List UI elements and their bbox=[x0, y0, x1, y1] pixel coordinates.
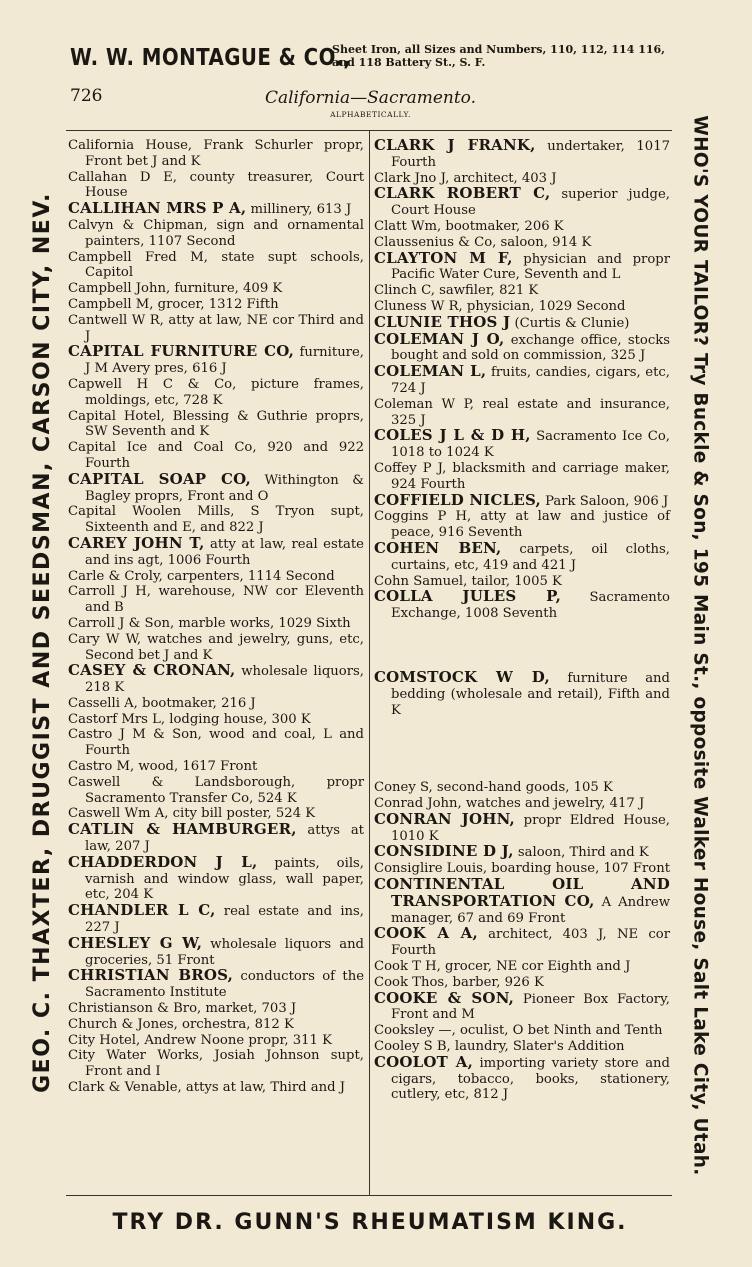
entry-text: architect, 403 J, NE cor Fourth bbox=[391, 927, 671, 959]
entry-name: CLARK J FRANK, bbox=[374, 136, 536, 154]
left-column-entries bbox=[68, 138, 364, 1096]
entry-text: undertaker, 1017 Fourth bbox=[391, 139, 670, 170]
entry-text: Casselli A, bootmaker, 216 J bbox=[68, 695, 256, 711]
directory-entry bbox=[68, 377, 364, 409]
directory-entry bbox=[374, 509, 670, 541]
directory-entry bbox=[374, 461, 670, 493]
entry-text: Clinch C, sawfiler, 821 K bbox=[374, 283, 539, 299]
entry-name: CLAYTON M F, bbox=[374, 248, 513, 267]
entry-name: CASEY & CRONAN, bbox=[68, 661, 236, 680]
top-advertisement bbox=[70, 40, 685, 76]
directory-entry bbox=[68, 504, 364, 536]
entry-text: Cary W W, watches and jewelry, guns, etc, Second bet J and K bbox=[68, 631, 364, 663]
left-column bbox=[68, 138, 364, 1096]
directory-entry bbox=[374, 329, 671, 365]
footer-rule bbox=[66, 1195, 672, 1196]
entry-name: COFFIELD NICLES, bbox=[374, 490, 541, 509]
entry-text: Clark Jno J, architect, 403 J bbox=[374, 170, 557, 186]
entry-text: atty at law, real estate and ins agt, 1006 Fourth bbox=[85, 536, 364, 568]
entry-text: Withington & Bagley proprs, Front and O bbox=[85, 472, 364, 504]
directory-entry bbox=[68, 775, 364, 807]
entry-text: carpets, oil cloths, curtains, etc, 419 and 421 J bbox=[391, 541, 670, 573]
entry-text: saloon, Third and K bbox=[513, 845, 649, 861]
entry-text: California House, Frank Schurler propr, Front bet J and K bbox=[68, 138, 364, 169]
entry-text: Carroll J & Son, marble works, 1029 Sixth bbox=[68, 615, 351, 631]
entry-text: attys at law, 207 J bbox=[85, 823, 364, 855]
entry-name: CATLIN & HAMBURGER, bbox=[68, 820, 297, 839]
directory-entry bbox=[68, 409, 364, 441]
directory-entry bbox=[374, 780, 670, 796]
directory-entry bbox=[68, 852, 365, 903]
directory-entry bbox=[374, 809, 670, 845]
directory-entry bbox=[68, 201, 364, 218]
page-subtitle: ALPHABETICALLY. bbox=[330, 110, 411, 119]
entry-text: Pioneer Box Factory, Front and M bbox=[391, 991, 670, 1023]
entry-text: furniture, J M Avery pres, 616 J bbox=[85, 345, 364, 377]
entry-text: Sacramento Ice Co, 1018 to 1024 K bbox=[391, 429, 671, 461]
directory-entry bbox=[68, 903, 364, 936]
left-margin-advertisement bbox=[25, 90, 59, 1195]
directory-entry bbox=[374, 186, 670, 219]
directory-entry bbox=[374, 138, 670, 171]
entry-name: CONTINENTAL OIL AND TRANSPORTATION CO, bbox=[374, 875, 670, 910]
page-header bbox=[68, 86, 673, 126]
directory-entry bbox=[374, 1052, 670, 1103]
entry-text: Park Saloon, 906 J bbox=[540, 493, 669, 509]
directory-entry bbox=[68, 727, 364, 759]
directory-entry bbox=[374, 1023, 670, 1039]
directory-entry bbox=[374, 877, 670, 926]
directory-entry bbox=[68, 533, 364, 569]
directory-entry bbox=[68, 968, 364, 1001]
right-column-entries bbox=[374, 138, 670, 622]
entry-text: Coffey P J, blacksmith and carriage maker, 924 Fourth bbox=[374, 460, 670, 492]
directory-entry bbox=[68, 759, 364, 775]
entry-text: Cohn Samuel, tailor, 1005 K bbox=[374, 573, 562, 589]
entry-text: superior judge, Court House bbox=[391, 187, 670, 219]
directory-entry bbox=[68, 281, 364, 297]
directory-entry bbox=[68, 1001, 364, 1017]
entry-text: wholesale liquors and groceries, 51 Front bbox=[85, 936, 365, 968]
entry-name: COLEMAN L, bbox=[374, 362, 487, 381]
entry-text: Cook Thos, barber, 926 K bbox=[374, 974, 544, 990]
entry-text: Cooksley —, oculist, O bet Ninth and Tenth bbox=[374, 1023, 663, 1039]
entry-text: Sacramento Exchange, 1008 Seventh bbox=[391, 590, 670, 622]
directory-entry bbox=[68, 469, 364, 505]
entry-name: CLARK ROBERT C, bbox=[374, 184, 551, 203]
page-title: California—Sacramento. bbox=[264, 88, 477, 108]
entry-name: COHEN BEN, bbox=[374, 538, 502, 557]
entry-text: Carle & Croly, carpenters, 1114 Second bbox=[68, 568, 335, 584]
right-margin-text: WHO'S YOUR TAILOR? Try Buckle & Son, 195 Main St., opposite Walker House, Salt Lake City, Utah. bbox=[689, 114, 711, 1176]
entry-text: Campbell Fred M, state supt schools, Capitol bbox=[68, 249, 364, 281]
directory-entry bbox=[68, 712, 364, 728]
entry-name: CAREY JOHN T, bbox=[68, 533, 205, 552]
entry-text: Capital Ice and Coal Co, 920 and 922 Fourth bbox=[68, 440, 364, 471]
entry-name: COOK A A, bbox=[374, 924, 478, 943]
entry-text: Consiglire Louis, boarding house, 107 Front bbox=[374, 861, 671, 877]
entry-text: Cooley S B, laundry, Slater's Addition bbox=[374, 1039, 625, 1055]
directory-entry bbox=[68, 933, 365, 969]
entry-text: propr Eldred House, 1010 K bbox=[391, 812, 670, 844]
directory-entry bbox=[374, 589, 670, 622]
entry-text: conductors of the Sacramento Institute bbox=[85, 969, 365, 1001]
entry-name: CHADDERDON J L, bbox=[68, 852, 258, 871]
entry-text: Callahan D E, county treasurer, Court House bbox=[68, 169, 364, 201]
entry-name: CLUNIE THOS J bbox=[374, 312, 511, 331]
bottom-advertisement: TRY DR. GUNN'S RHEUMATISM KING. bbox=[112, 1210, 628, 1235]
entry-text: Cook T H, grocer, NE cor Eighth and J bbox=[374, 959, 631, 975]
entry-name: CONRAN JOHN, bbox=[374, 809, 515, 828]
directory-entry bbox=[374, 667, 670, 718]
directory-entry bbox=[68, 616, 364, 632]
entry-text: Capital Woolen Mills, S Tryon supt, Sixteenth and E, and 822 J bbox=[68, 504, 364, 536]
directory-entry bbox=[374, 926, 670, 959]
directory-entry bbox=[68, 344, 364, 377]
directory-entry bbox=[374, 219, 670, 235]
directory-entry bbox=[374, 959, 670, 975]
entry-text: Castro M, wood, 1617 Front bbox=[68, 759, 258, 775]
entry-name: COOKE & SON, bbox=[374, 988, 515, 1007]
right-column bbox=[374, 138, 670, 1103]
entry-text: Clark & Venable, attys at law, Third and J bbox=[68, 1080, 346, 1096]
entry-text: Church & Jones, orchestra, 812 K bbox=[68, 1016, 294, 1032]
entry-text: Caswell & Landsborough, propr Sacramento Transfer Co, 524 K bbox=[68, 774, 364, 806]
right-margin-advertisement bbox=[684, 95, 716, 1195]
directory-entry bbox=[68, 250, 364, 282]
directory-entry bbox=[374, 490, 670, 510]
entry-text: Conrad John, watches and jewelry, 417 J bbox=[374, 796, 645, 812]
entry-name: CAPITAL SOAP CO, bbox=[68, 469, 251, 488]
blank-space bbox=[374, 718, 670, 780]
directory-entry bbox=[68, 569, 364, 585]
directory-entry bbox=[374, 248, 670, 284]
entry-text: Coggins P H, atty at law and justice of peace, 916 Seventh bbox=[374, 509, 670, 541]
directory-entry bbox=[68, 1017, 364, 1033]
directory-entry bbox=[68, 584, 364, 616]
directory-entry bbox=[374, 364, 670, 397]
entry-text: City Hotel, Andrew Noone propr, 311 K bbox=[68, 1032, 332, 1048]
directory-entry bbox=[68, 822, 364, 855]
entry-text: wholesale liquors, 218 K bbox=[85, 664, 364, 696]
entry-text: Coney S, second-hand goods, 105 K bbox=[374, 780, 613, 796]
directory-entry bbox=[68, 696, 364, 712]
entry-text: City Water Works, Josiah Johnson supt, Front and I bbox=[68, 1048, 364, 1080]
directory-entry bbox=[68, 1048, 364, 1080]
entry-text: physician and propr Pacific Water Cure, Seventh and L bbox=[391, 251, 670, 283]
top-ad-detail: Sheet Iron, all Sizes and Numbers, 110, 112, 114 116, and 118 Battery St., S. F. bbox=[332, 43, 665, 69]
entry-text: Caswell Wm A, city bill poster, 524 K bbox=[68, 806, 316, 822]
entry-text: Claussenius & Co, saloon, 914 K bbox=[374, 234, 592, 250]
entry-name: COLEMAN J O, bbox=[374, 329, 505, 348]
entry-text: Castorf Mrs L, lodging house, 300 K bbox=[68, 711, 311, 727]
directory-entry bbox=[68, 313, 364, 345]
entry-name: COLLA JULES P, bbox=[374, 587, 562, 606]
entry-text: Campbell M, grocer, 1312 Fifth bbox=[68, 296, 279, 312]
entry-name: COMSTOCK W D, bbox=[374, 667, 550, 686]
entry-text: fruits, candies, cigars, etc, 724 J bbox=[391, 365, 670, 396]
left-margin-text: GEO. C. THAXTER, DRUGGIST AND SEEDSMAN, CARSON CITY, NEV. bbox=[29, 192, 55, 1093]
entry-text: Cluness W R, physician, 1029 Second bbox=[374, 298, 626, 314]
entry-text: A Andrew manager, 67 and 69 Front bbox=[391, 894, 670, 926]
blank-space bbox=[374, 622, 670, 670]
entry-name: CAPITAL FURNITURE CO, bbox=[68, 342, 295, 361]
directory-entry bbox=[68, 170, 364, 202]
entry-text: Capital Hotel, Blessing & Guthrie proprs, SW Seventh and K bbox=[68, 408, 364, 440]
directory-entry bbox=[68, 1033, 364, 1049]
entry-text: Carroll J H, warehouse, NW cor Eleventh and B bbox=[68, 584, 364, 616]
directory-entry bbox=[374, 428, 670, 461]
entry-name: COOLOT A, bbox=[374, 1052, 473, 1071]
directory-entry bbox=[374, 844, 670, 861]
entry-text: Cantwell W R, atty at law, NE cor Third and J bbox=[68, 312, 364, 344]
entry-text: paints, oils, varnish and window glass, wall paper, etc, 204 K bbox=[85, 855, 365, 903]
right-column-entries-continued bbox=[374, 780, 670, 1103]
entry-name: CALLIHAN MRS P A, bbox=[68, 199, 247, 218]
page-number: 726 bbox=[70, 86, 103, 106]
entry-text: importing variety store and cigars, tobacco, books, stationery, cutlery, etc, 812 J bbox=[391, 1055, 670, 1103]
right-column-entries-featured bbox=[374, 667, 670, 718]
directory-entry bbox=[374, 397, 670, 429]
entry-text: millinery, 613 J bbox=[246, 202, 352, 218]
entry-text: furniture and bedding (wholesale and retail), Fifth and K bbox=[391, 670, 670, 718]
directory-entry bbox=[68, 663, 364, 696]
entry-name: CHANDLER L C, bbox=[68, 901, 216, 920]
directory-entry bbox=[68, 218, 364, 250]
entry-text: real estate and ins, 227 J bbox=[85, 904, 364, 936]
entry-name: COLES J L & D H, bbox=[374, 426, 531, 445]
entry-text: Castro J M & Son, wood and coal, L and Fourth bbox=[68, 727, 364, 759]
directory-entry bbox=[68, 138, 364, 170]
directory-entry bbox=[68, 297, 364, 313]
entry-text: Christianson & Bro, market, 703 J bbox=[68, 1001, 297, 1017]
top-ad-company: W. W. MONTAGUE & CO., bbox=[70, 45, 352, 71]
entry-text: Capwell H C & Co, picture frames, moldings, etc, 728 K bbox=[68, 376, 364, 408]
directory-entry bbox=[68, 632, 364, 664]
entry-text: Campbell John, furniture, 409 K bbox=[68, 281, 283, 297]
directory-entry bbox=[374, 988, 670, 1024]
entry-name: CHRISTIAN BROS, bbox=[68, 966, 234, 985]
entry-name: CHESLEY G W, bbox=[68, 933, 203, 952]
directory-entry bbox=[374, 538, 670, 574]
directory-entry bbox=[68, 440, 364, 472]
entry-name: CONSIDINE D J, bbox=[374, 842, 514, 861]
entry-text: Calvyn & Chipman, sign and ornamental painters, 1107 Second bbox=[68, 217, 364, 249]
directory-entry bbox=[68, 1080, 364, 1096]
column-divider bbox=[369, 131, 370, 1195]
entry-text: exchange office, stocks bought and sold on commission, 325 J bbox=[391, 332, 671, 364]
entry-text: Coleman W P, real estate and insurance, 325 J bbox=[374, 396, 670, 428]
entry-text: (Curtis & Clunie) bbox=[510, 315, 630, 331]
directory-entry bbox=[374, 283, 670, 299]
entry-text: Clatt Wm, bootmaker, 206 K bbox=[374, 218, 564, 234]
